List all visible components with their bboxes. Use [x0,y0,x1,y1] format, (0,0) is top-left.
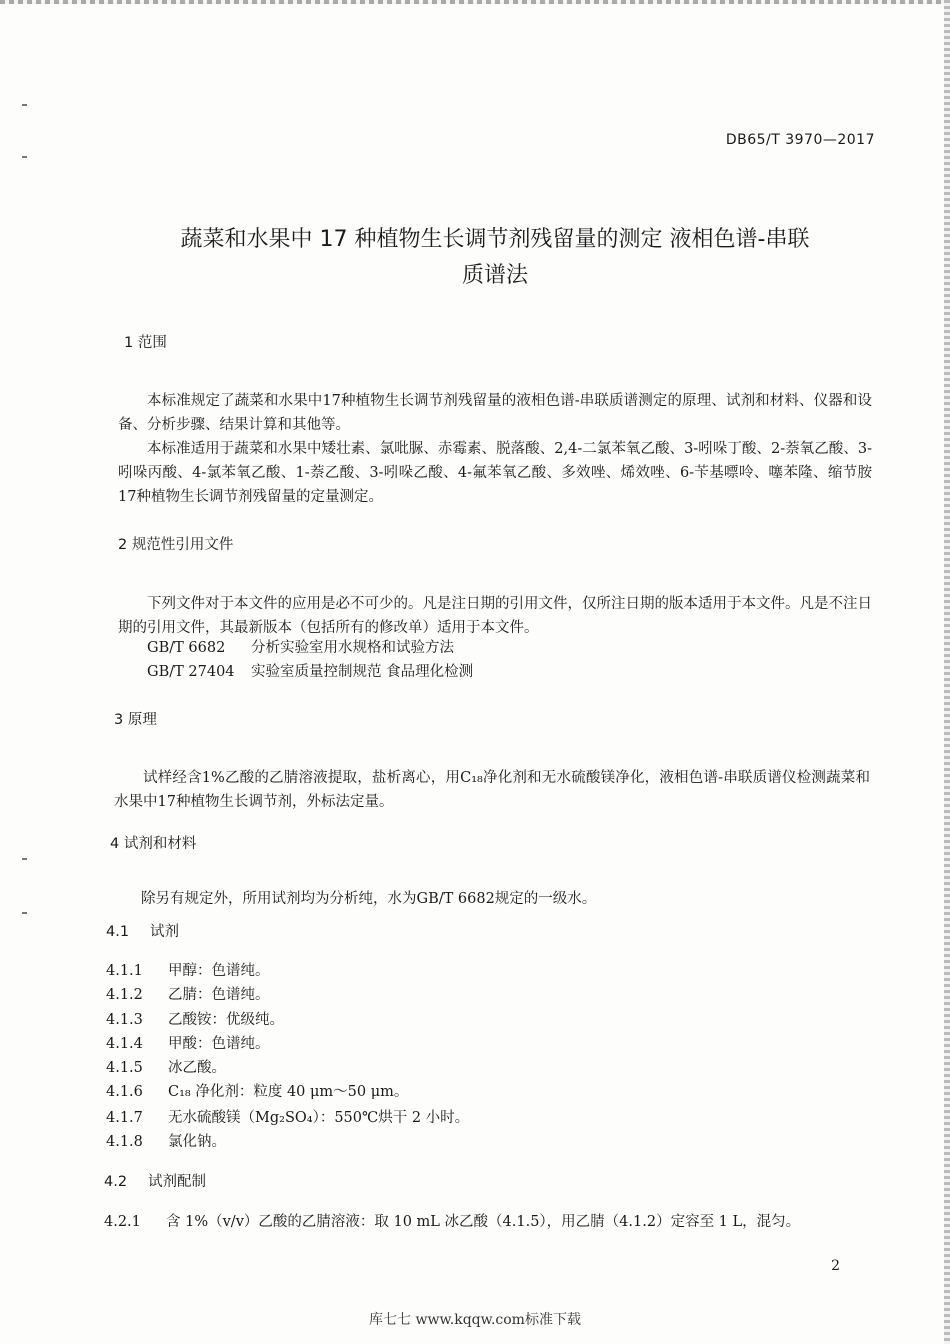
subsection-number: 4.2 [104,1174,128,1190]
item-text: 含 1%（v/v）乙酸的乙腈溶液：取 10 mL 冰乙酸（4.1.5），用乙腈（4.1.2）定容至 1 L，混匀。 [166,1214,801,1230]
subsection-title: 试剂配制 [148,1174,206,1190]
item-number: 4.1.8 [106,1134,143,1150]
reagent-item [106,1056,226,1077]
document-title [120,222,870,294]
footer-watermark: 库七七 www.kqqw.com标准下载 [369,1312,581,1328]
item-number: 4.1.7 [106,1110,143,1126]
reagent-item [106,1130,226,1151]
reagent-item [106,1008,284,1029]
standard-code: DB65/T 3970—2017 [725,132,875,148]
item-number: 4.1.3 [106,1012,143,1028]
scan-mark [22,912,27,914]
item-number: 4.1.6 [106,1084,143,1100]
scan-right-edge [944,0,950,1344]
item-text: 甲醇：色谱纯。 [168,963,270,979]
page-number: 2 [831,1258,840,1274]
item-number: 4.1.2 [106,987,143,1003]
subsection-heading-preparation [104,1170,206,1191]
reagent-item [106,959,270,980]
item-text: 氯化钠。 [168,1134,226,1150]
reagents-paragraph: 除另有规定外，所用试剂均为分析纯，水为GB/T 6682规定的一级水。 [141,891,597,907]
item-number: 4.1.5 [106,1060,143,1076]
item-text: 乙酸铵：优级纯。 [168,1012,284,1028]
title-line-1: 蔬菜和水果中 17 种植物生长调节剂残留量的测定 液相色谱-串联 [180,227,810,252]
subsection-title: 试剂 [150,924,179,940]
ref-title: 分析实验室用水规格和试验方法 [251,640,454,656]
normative-ref-item [147,660,473,681]
section-heading-reagents: 4 试剂和材料 [110,836,197,852]
normative-ref-item [147,636,454,657]
reagent-item [106,983,270,1004]
subsection-number: 4.1 [106,924,130,940]
section-heading-principle: 3 原理 [114,712,157,728]
normative-paragraph: 下列文件对于本文件的应用是必不可少的。凡是注日期的引用文件，仅所注日期的版本适用于本文件。凡是不注日期的引用文件，其最新版本（包括所有的修改单）适用于本文件。 [118,596,872,636]
section-heading-normative: 2 规范性引用文件 [118,537,234,553]
item-number: 4.1.1 [106,963,143,979]
preparation-item [104,1210,800,1231]
reagent-item [106,1106,469,1127]
reagent-item [106,1032,270,1053]
principle-paragraph: 试样经含1%乙酸的乙腈溶液提取，盐析离心，用C₁₈净化剂和无水硫酸镁净化，液相色谱-串联质谱仪检测蔬菜和水果中17种植物生长调节剂，外标法定量。 [114,770,870,810]
scope-paragraph-1: 本标准规定了蔬菜和水果中17种植物生长调节剂残留量的液相色谱-串联质谱测定的原理、试剂和材料、仪器和设备、分析步骤、结果计算和其他等。 [118,393,872,433]
subsection-heading-reagents [106,920,179,941]
item-text: 乙腈：色谱纯。 [168,987,270,1003]
section-heading-scope: 1 范围 [124,335,167,351]
scan-mark [22,104,27,106]
scan-mark [22,156,27,158]
scope-paragraph-2: 本标准适用于蔬菜和水果中矮壮素、氯吡脲、赤霉素、脱落酸、2,4-二氯苯氧乙酸、3-吲哚丁酸、2-萘氧乙酸、3-吲哚丙酸、4-氯苯氧乙酸、1-萘乙酸、3-吲哚乙酸、4-氟苯氧乙酸、多效唑、烯效唑、6-苄基嘌呤、噻苯隆、缩节胺17种植物生长调节剂残留量的定量测定。 [118,441,872,505]
scan-top-edge [0,0,950,4]
scan-mark [22,858,27,860]
ref-title: 实验室质量控制规范 食品理化检测 [251,664,474,680]
title-line-2: 质谱法 [461,263,528,288]
item-number: 4.1.4 [106,1036,143,1052]
item-text: 冰乙酸。 [168,1060,226,1076]
item-number: 4.2.1 [104,1214,141,1230]
ref-code: GB/T 27404 [147,664,235,680]
item-text: 甲酸：色谱纯。 [168,1036,270,1052]
ref-code: GB/T 6682 [147,640,226,656]
reagent-item [106,1080,408,1101]
item-text: 无水硫酸镁（Mg₂SO₄）：550℃烘干 2 小时。 [168,1110,470,1126]
item-text: C₁₈ 净化剂：粒度 40 μm～50 μm。 [168,1084,409,1100]
